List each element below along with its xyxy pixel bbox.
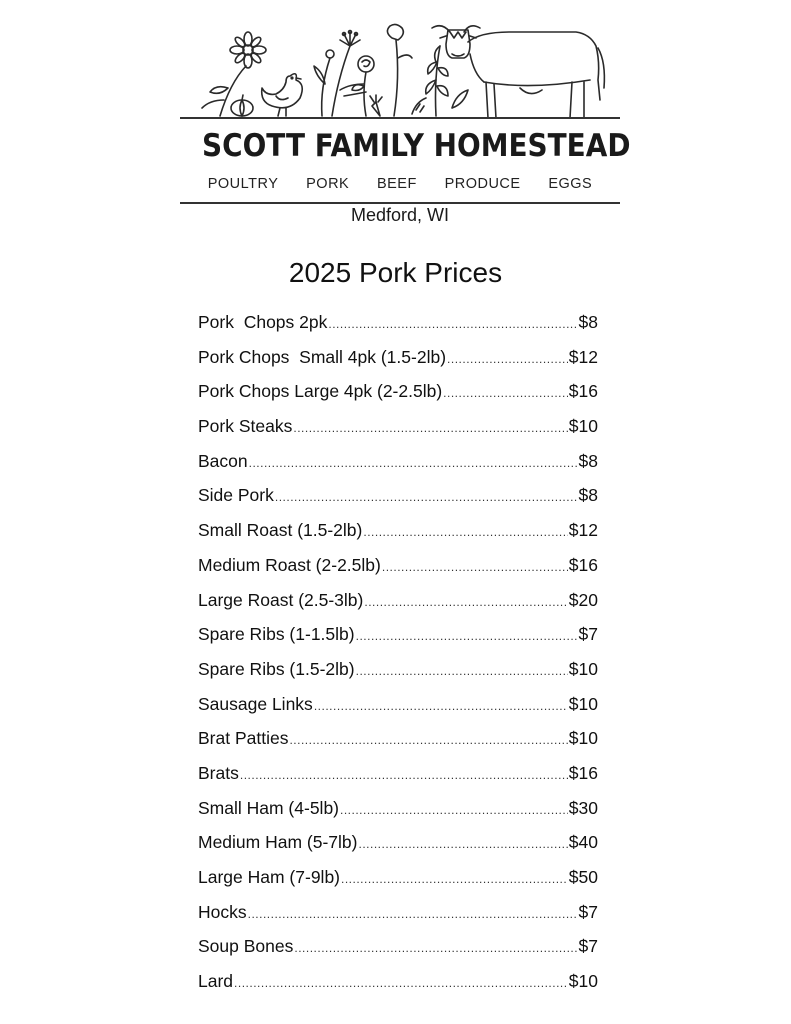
dot-leader — [240, 768, 568, 782]
category-beef: BEEF — [376, 176, 417, 192]
price-row — [198, 971, 598, 1006]
dot-leader — [356, 629, 578, 643]
item-price: $12 — [568, 520, 598, 541]
dot-leader — [340, 803, 568, 817]
header-top-rule — [180, 117, 620, 119]
item-price: $10 — [568, 693, 598, 714]
dot-leader — [249, 456, 578, 470]
dot-leader — [294, 941, 577, 955]
price-row — [198, 555, 598, 590]
price-row — [198, 763, 598, 798]
item-name: Lard — [198, 971, 234, 992]
tulip-icon — [387, 24, 412, 116]
item-price: $10 — [568, 971, 598, 992]
dot-leader — [364, 595, 567, 609]
price-row — [198, 867, 598, 902]
item-name: Brat Patties — [198, 728, 289, 749]
dot-leader — [314, 699, 568, 713]
item-price: $7 — [578, 624, 598, 645]
item-price: $40 — [568, 832, 598, 853]
dot-leader — [275, 490, 578, 504]
item-name: Hocks — [198, 901, 247, 922]
item-name: Side Pork — [198, 485, 274, 506]
item-price: $50 — [568, 867, 598, 887]
item-name: Sausage Links — [198, 693, 313, 714]
item-price: $16 — [568, 554, 598, 575]
dot-leader — [328, 317, 577, 331]
item-name: Brats — [198, 762, 239, 783]
price-row — [198, 728, 598, 763]
item-name: Bacon — [198, 450, 248, 471]
category-pork: PORK — [306, 176, 350, 192]
item-name: Small Ham (4-5lb) — [198, 797, 339, 818]
item-name: Medium Roast (2-2.5lb) — [198, 554, 381, 575]
item-price: $10 — [568, 658, 598, 679]
item-name: Large Roast (2.5-3lb) — [198, 589, 364, 610]
item-price: $20 — [568, 589, 598, 610]
price-row — [198, 624, 598, 659]
dot-leader — [341, 872, 568, 886]
dot-leader — [293, 421, 567, 435]
item-name: Soup Bones — [198, 936, 294, 957]
price-row — [198, 590, 598, 625]
dot-leader — [234, 976, 568, 990]
wildflower-icon — [314, 31, 366, 117]
item-price: $8 — [578, 450, 598, 471]
page-title: 2025 Pork Prices — [288, 257, 503, 288]
item-price: $10 — [568, 416, 598, 437]
price-row — [198, 416, 598, 451]
dot-leader — [447, 352, 568, 366]
item-price: $16 — [568, 381, 598, 402]
rose-icon — [352, 56, 374, 116]
dot-leader — [358, 837, 567, 851]
price-row — [198, 312, 598, 347]
price-row — [198, 485, 598, 520]
price-row — [198, 347, 598, 382]
dot-leader — [443, 386, 568, 400]
item-name: Large Ham (7-9lb) — [198, 867, 340, 887]
item-name: Pork Chops Small 4pk (1.5-2lb) — [198, 346, 447, 367]
dot-leader — [289, 733, 567, 747]
item-price: $7 — [578, 901, 598, 922]
price-row — [198, 798, 598, 833]
item-price: $8 — [578, 485, 598, 506]
item-name: Spare Ribs (1-1.5lb) — [198, 624, 355, 645]
item-price: $8 — [578, 312, 598, 332]
price-row — [198, 832, 598, 867]
item-price: $12 — [568, 346, 598, 367]
dot-leader — [356, 664, 568, 678]
item-price: $16 — [568, 762, 598, 783]
category-list — [180, 176, 620, 192]
price-row — [198, 381, 598, 416]
item-name: Spare Ribs (1.5-2lb) — [198, 658, 355, 679]
carrot-icon — [370, 95, 382, 116]
price-row — [198, 936, 598, 971]
dot-leader — [248, 907, 578, 921]
price-row — [198, 659, 598, 694]
price-row — [198, 694, 598, 729]
brand-name: SCOTT FAMILY HOMESTEAD — [202, 128, 631, 164]
item-name: Small Roast (1.5-2lb) — [198, 520, 363, 541]
dot-leader — [382, 560, 568, 574]
item-price: $10 — [568, 728, 598, 749]
category-poultry: POULTRY — [207, 176, 279, 192]
category-produce: PRODUCE — [444, 176, 521, 192]
pumpkin-icon — [231, 95, 253, 116]
item-name: Medium Ham (5-7lb) — [198, 832, 358, 853]
price-row — [198, 520, 598, 555]
item-price: $7 — [578, 936, 598, 957]
category-eggs: EGGS — [548, 176, 593, 192]
price-row — [198, 451, 598, 486]
price-row — [198, 902, 598, 937]
header-bottom-rule — [180, 202, 620, 204]
item-price: $30 — [568, 797, 598, 818]
item-name: Pork Steaks — [198, 416, 293, 437]
price-list — [198, 312, 598, 1006]
item-name: Pork Chops 2pk — [198, 312, 328, 332]
homestead-logo-illustration — [180, 18, 620, 122]
item-name: Pork Chops Large 4pk (2-2.5lb) — [198, 381, 443, 402]
location: Medford, WI — [350, 205, 450, 225]
dot-leader — [363, 525, 567, 539]
chicken-icon — [262, 74, 303, 116]
